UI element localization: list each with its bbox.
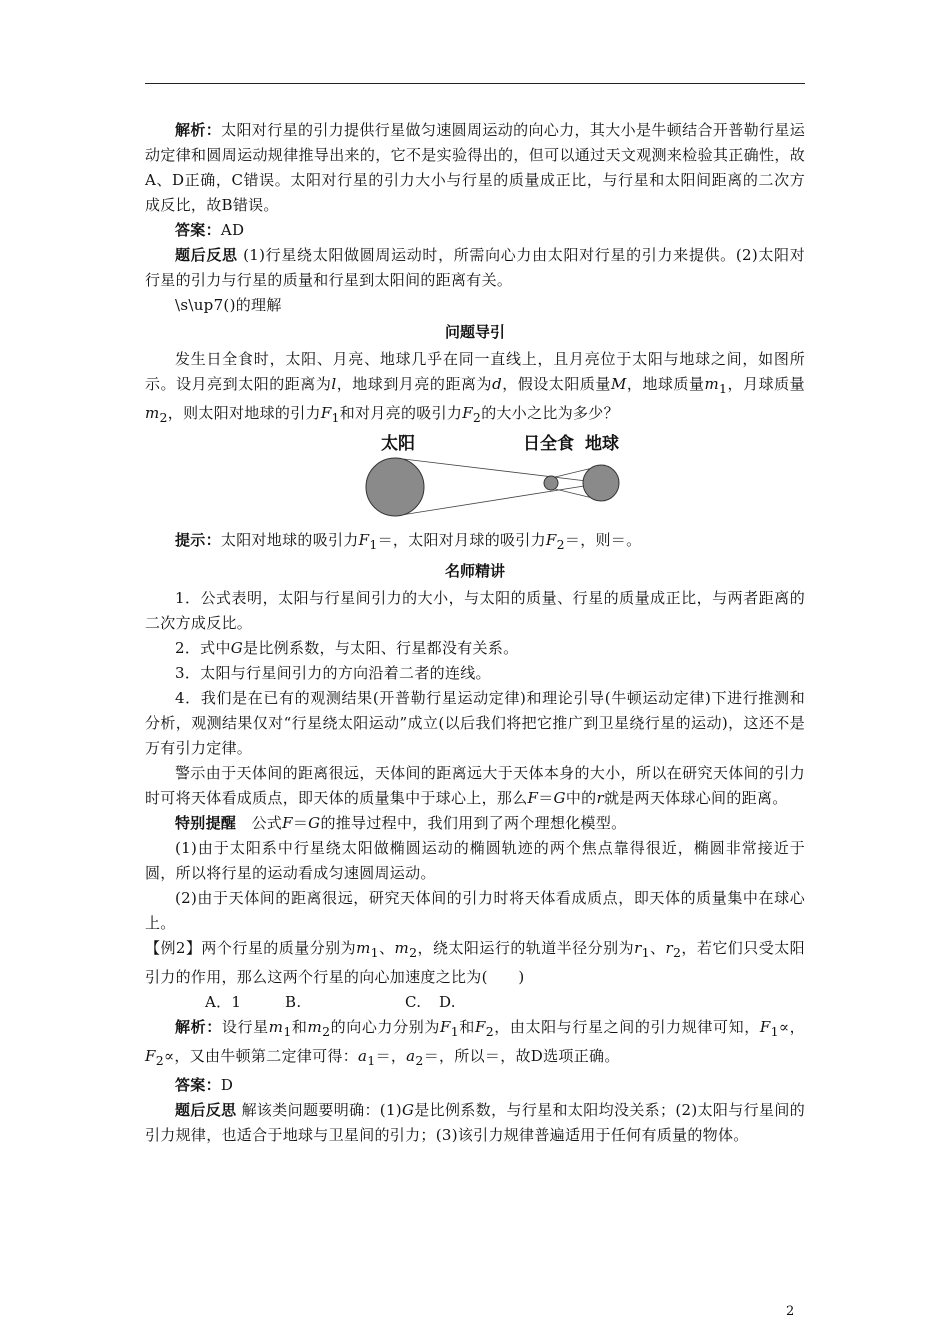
- choice-d: D.: [439, 993, 456, 1011]
- special-paragraph: 特别提醒 公式F＝G的推导过程中，我们用到了两个理想化模型。: [175, 814, 627, 832]
- example2-choices: [145, 990, 805, 1015]
- special-note-2: (2)由于天体间的距离很远，研究天体间的引力时将天体看成质点，即天体的质量集中在球心上。: [145, 889, 805, 932]
- eclipse-label: 日全食: [523, 434, 574, 454]
- answer-label: 答案：: [175, 221, 221, 239]
- hint-label: 提示：: [175, 531, 221, 549]
- point-1: 1．公式表明，太阳与行星间引力的大小，与太阳的质量、行星的质量成正比，与两者距离的二次方成反比。: [145, 589, 805, 632]
- analysis2-label: 解析：: [175, 1018, 222, 1036]
- moon-circle: [544, 476, 558, 490]
- eclipse-diagram: [145, 432, 805, 524]
- page-number: 2: [786, 1304, 795, 1319]
- header-rule: [145, 83, 805, 84]
- guide-paragraph: 发生日全食时，太阳、月亮、地球几乎在同一直线上，且月亮位于太阳与地球之间，如图所示。设月亮到太阳的距离为l，地球到月亮的距离为d，假设太阳质量M，地球质量$m_1$，月球质量$m_2$，则太阳对地球的引力$F_1$和对月亮的吸引力$F_2$的大小之比为多少？: [145, 350, 805, 425]
- point-3: 3．太阳与行星间引力的方向沿着二者的连线。: [175, 664, 491, 682]
- hint-paragraph: 提示：太阳对地球的吸引力$F_1=$，太阳对月球的吸引力$F_2=$，则＝。: [175, 531, 642, 552]
- heading-teacher: 名师精讲: [444, 562, 505, 580]
- point-4: 4．我们是在已有的观测结果(开普勒行星运动定律)和理论引导(牛顿运动定律)下进行推测和分析，观测结果仅对“行星绕太阳运动”成立(以后我们将把它推广到卫星绕行星的运动)，这还不是万有引力定律。: [145, 689, 805, 757]
- reflection2-label: 题后反思: [175, 1101, 237, 1119]
- reflection-paragraph-2: 题后反思 解该类问题要明确：(1)G是比例系数，与行星和太阳均没关系；(2)太阳与行星间的引力规律，也适合于地球与卫星间的引力；(3)该引力规律普遍适用于任何有质量的物体。: [145, 1101, 805, 1144]
- warning-paragraph: 警示由于天体间的距离很远，天体间的距离远大于天体本身的大小，所以在研究天体间的引力时可将天体看成质点，即天体的质量集中于球心上，那么F＝G中的r就是两天体球心间的距离。: [145, 764, 805, 807]
- analysis-paragraph-2: 解析：设行星$m_1$和$m_2$的向心力分别为$F_1$和$F_2$，由太阳与行星之间的引力规律可知，$F_1\propto$，$F_2\propto$，又由牛顿第二定律可得：$a_1=$，$a_2=$，所以＝，故D选项正确。: [145, 1018, 805, 1068]
- page-body: [145, 118, 805, 1148]
- example2-label: 【例2】: [145, 939, 202, 957]
- answer2-label: 答案：: [175, 1076, 221, 1094]
- eclipse-figure: [145, 432, 805, 524]
- answer-paragraph-2: [145, 1073, 805, 1098]
- answer-text: AD: [220, 221, 245, 239]
- special-label: 特别提醒: [175, 814, 237, 832]
- point-2: 2．式中G是比例系数，与太阳、行星都没有关系。: [175, 639, 519, 657]
- reflection-paragraph-1: [145, 243, 805, 293]
- analysis-label: 解析：: [175, 121, 222, 139]
- section-line: \s\up7()的理解: [175, 296, 282, 314]
- example2-paragraph: 【例2】两个行星的质量分别为$m_1$、$m_2$，绕太阳运行的轨道半径分别为$r_1$、$r_2$，若它们只受太阳引力的作用，那么这两个行星的向心加速度之比为( ): [145, 939, 805, 986]
- earth-circle: [583, 465, 619, 501]
- sun-label: 太阳: [381, 434, 415, 454]
- analysis-paragraph-1: [145, 118, 805, 218]
- ray-top: [395, 458, 603, 483]
- sun-circle: [366, 458, 424, 516]
- choice-b: B.: [285, 993, 302, 1011]
- reflection-text: (1)行星绕太阳做圆周运动时，所需向心力由太阳对行星的引力来提供。(2)太阳对行星的引力与行星的质量和行星到太阳间的距离有关。: [145, 246, 806, 289]
- heading-guide: 问题导引: [444, 323, 505, 341]
- special-note-1: (1)由于太阳系中行星绕太阳做椭圆运动的椭圆轨迹的两个焦点靠得很近，椭圆非常接近于圆，所以将行星的运动看成匀速圆周运动。: [145, 839, 805, 882]
- answer2-text: D: [220, 1076, 234, 1094]
- choice-c: C.: [405, 993, 422, 1011]
- choice-a: A．1: [205, 993, 242, 1011]
- answer-paragraph-1: [145, 218, 805, 243]
- reflection-label: 题后反思: [175, 246, 238, 264]
- earth-label: 地球: [585, 434, 619, 454]
- ray-bottom: [395, 483, 603, 516]
- analysis-text: 太阳对行星的引力提供行星做匀速圆周运动的向心力，其大小是牛顿结合开普勒行星运动定律和圆周运动规律推导出来的，它不是实验得出的，但可以通过天文观测来检验其正确性，故A、D正确，C错误。太阳对行星的引力大小与行星的质量成正比，与行星和太阳间距离的二次方成反比，故B错误。: [145, 121, 805, 214]
